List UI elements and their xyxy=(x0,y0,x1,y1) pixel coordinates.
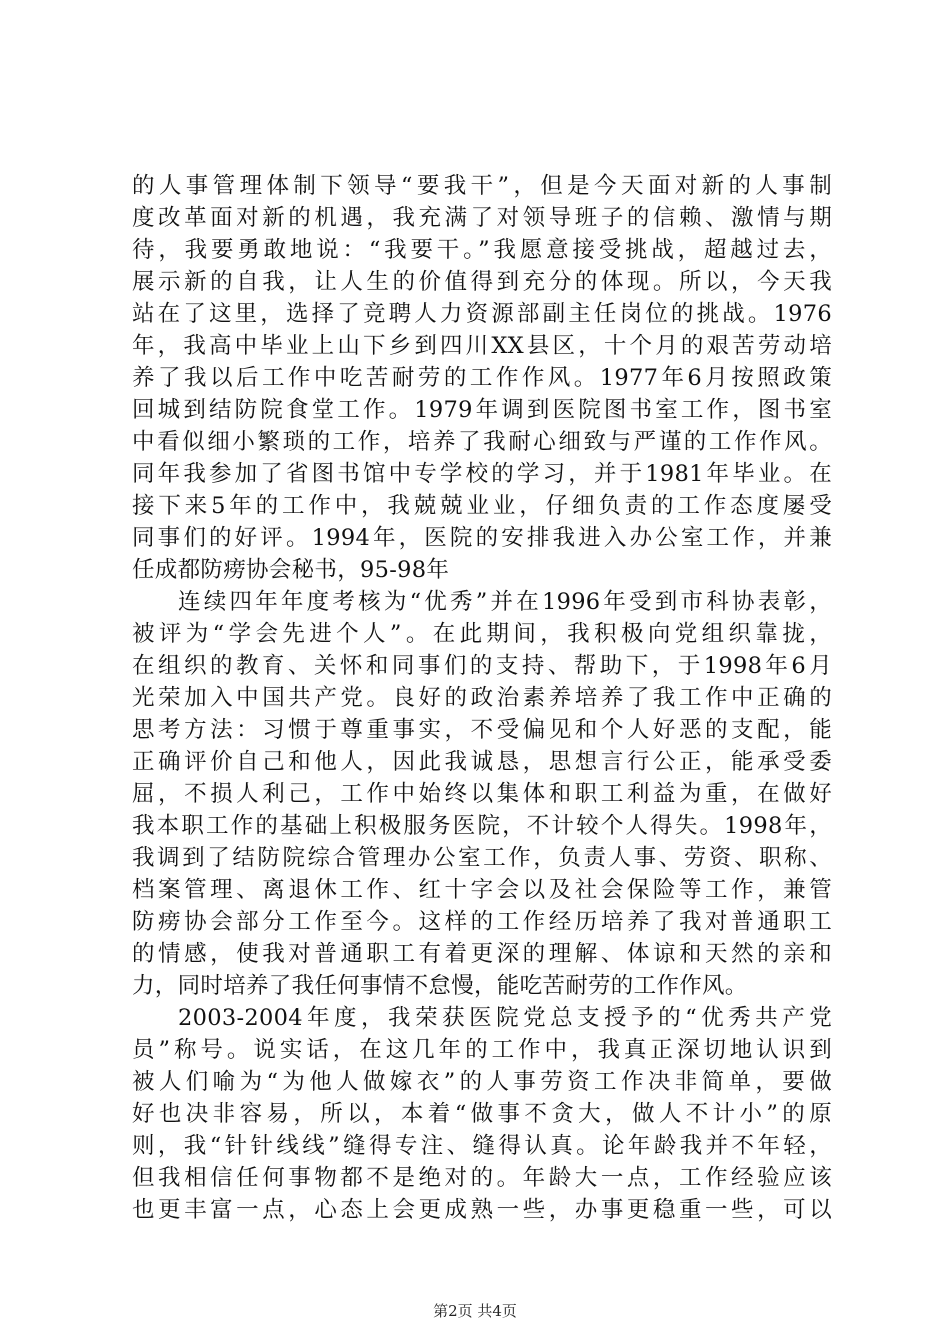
text-line: 年，我高中毕业上山下乡到四川XX县区，十个月的艰苦劳动培 xyxy=(132,333,832,359)
text-line: 度改革面对新的机遇，我充满了对领导班子的信赖、激情与期 xyxy=(132,205,832,231)
text-line: 力，同时培养了我任何事情不怠慢，能吃苦耐劳的工作作风。 xyxy=(132,973,748,999)
paragraph-start-line: 2003-2004年度，我荣获医院党总支授予的“优秀共产党 xyxy=(178,1005,832,1031)
text-line: 在组织的教育、关怀和同事们的支持、帮助下，于1998年6月 xyxy=(132,653,832,679)
text-line: 也更丰富一点，心态上会更成熟一些，办事更稳重一些，可以 xyxy=(132,1197,832,1223)
text-line: 正确评价自己和他人，因此我诚恳，思想言行公正，能承受委 xyxy=(132,749,832,775)
text-line: 我本职工作的基础上积极服务医院，不计较个人得失。1998年， xyxy=(132,813,832,839)
page-number-footer: 第2页 共4页 xyxy=(433,1302,517,1320)
text-line: 屈，不损人利己，工作中始终以集体和职工利益为重，在做好 xyxy=(132,781,832,807)
text-line: 接下来5年的工作中，我兢兢业业，仔细负责的工作态度屡受 xyxy=(132,493,832,519)
paragraph-start-line: 连续四年年度考核为“优秀”并在1996年受到市科协表彰， xyxy=(178,589,832,615)
document-body xyxy=(132,170,832,1226)
text-line: 我调到了结防院综合管理办公室工作，负责人事、劳资、职称、 xyxy=(132,845,832,871)
text-line: 同年我参加了省图书馆中专学校的学习，并于1981年毕业。在 xyxy=(132,461,832,487)
text-line: 思考方法：习惯于尊重事实，不受偏见和个人好恶的支配，能 xyxy=(132,717,832,743)
text-line: 待，我要勇敢地说：“我要干。”我愿意接受挑战，超越过去， xyxy=(132,237,832,263)
text-line: 同事们的好评。1994年，医院的安排我进入办公室工作，并兼 xyxy=(132,525,832,551)
text-line: 被评为“学会先进个人”。在此期间，我积极向党组织靠拢， xyxy=(132,621,832,647)
text-line: 被人们喻为“为他人做嫁衣”的人事劳资工作决非简单，要做 xyxy=(132,1069,832,1095)
text-line: 回城到结防院食堂工作。1979年调到医院图书室工作，图书室 xyxy=(132,397,832,423)
text-line: 防痨协会部分工作至今。这样的工作经历培养了我对普通职工 xyxy=(132,909,832,935)
text-line: 养了我以后工作中吃苦耐劳的工作作风。1977年6月按照政策 xyxy=(132,365,832,391)
text-line: 员”称号。说实话，在这几年的工作中，我真正深切地认识到 xyxy=(132,1037,832,1063)
text-line: 的情感，使我对普通职工有着更深的理解、体谅和天然的亲和 xyxy=(132,941,832,967)
text-line: 任成都防痨协会秘书，95-98年 xyxy=(132,557,450,583)
text-line: 但我相信任何事物都不是绝对的。年龄大一点，工作经验应该 xyxy=(132,1165,832,1191)
text-line: 中看似细小繁琐的工作，培养了我耐心细致与严谨的工作作风。 xyxy=(132,429,832,455)
text-line: 光荣加入中国共产党。良好的政治素养培养了我工作中正确的 xyxy=(132,685,832,711)
text-line: 档案管理、离退休工作、红十字会以及社会保险等工作，兼管 xyxy=(132,877,832,903)
text-line: 的人事管理体制下领导“要我干”，但是今天面对新的人事制 xyxy=(132,173,832,199)
text-line: 则，我“针针线线”缝得专注、缝得认真。论年龄我并不年轻， xyxy=(132,1133,832,1159)
text-line: 展示新的自我，让人生的价值得到充分的体现。所以，今天我 xyxy=(132,269,832,295)
text-line: 站在了这里，选择了竞聘人力资源部副主任岗位的挑战。1976 xyxy=(132,301,832,327)
text-line: 好也决非容易，所以，本着“做事不贪大，做人不计小”的原 xyxy=(132,1101,832,1127)
